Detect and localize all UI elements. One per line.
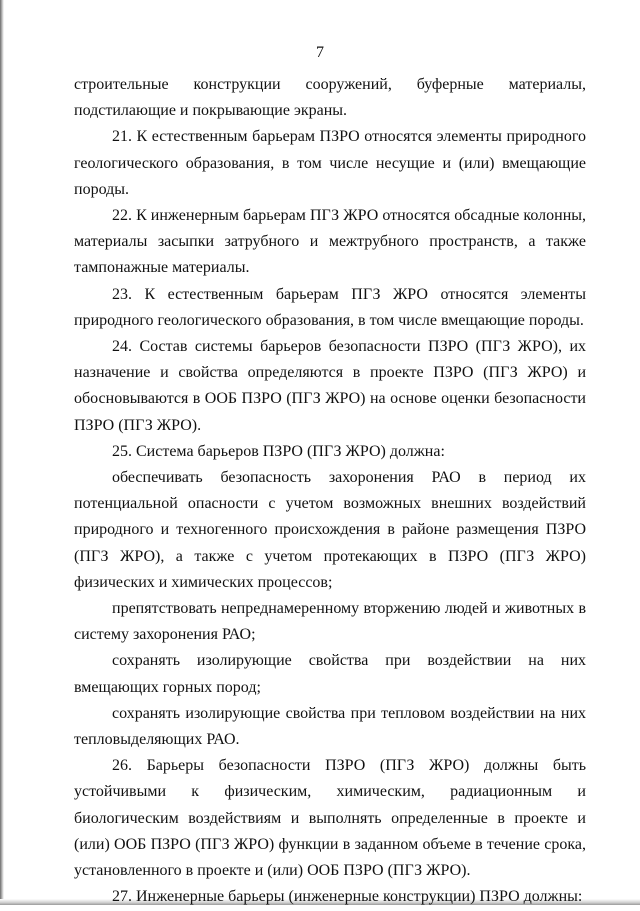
paragraph-continuation: строительные конструкции сооружений, буферные материалы, подстилающие и покрывающие экраны. bbox=[74, 76, 586, 120]
paragraph-24: 24. Состав системы барьеров безопасности ПЗРО (ПГЗ ЖРО), их назначение и свойства определяются в проекте ПЗРО (ПГЗ ЖРО) и обосновываются в ООБ ПЗРО (ПГЗ ЖРО) на основе оценки безопасности ПЗРО (ПГЗ ЖРО). bbox=[74, 338, 586, 434]
paragraph-23: 23. К естественным барьерам ПГЗ ЖРО относятся элементы природного геологического образования, в том числе вмещающие породы. bbox=[74, 285, 586, 329]
paragraph-25: 25. Система барьеров ПЗРО (ПГЗ ЖРО) должна: bbox=[112, 442, 445, 460]
paragraph-25-item-3: сохранять изолирующие свойства при воздействии на них вмещающих горных пород; bbox=[74, 652, 586, 696]
page-number: 7 bbox=[316, 44, 324, 61]
paragraph-21: 21. К естественным барьерам ПЗРО относятся элементы природного геологического образования, в том числе несущие и (или) вмещающие породы. bbox=[74, 128, 586, 198]
paragraph-22: 22. К инженерным барьерам ПГЗ ЖРО относятся обсадные колонны, материалы засыпки затрубного и межтрубного пространств, а также тампонажные материалы. bbox=[74, 207, 586, 277]
paragraph-25-item-2: препятствовать непреднамеренному вторжению людей и животных в систему захоронения РАО; bbox=[74, 600, 586, 644]
document-body bbox=[74, 72, 586, 911]
scan-left-edge-shadow bbox=[0, 0, 4, 905]
paragraph-25-item-4: сохранять изолирующие свойства при тепловом воздействии на них тепловыделяющих РАО. bbox=[74, 704, 586, 749]
paragraph-25-item-1: обеспечивать безопасность захоронения РАО в период их потенциальной опасности с учетом возможных внешних воздействий природного и техногенного происхождения в районе размещения ПЗРО (ПГЗ ЖРО), а также с учетом протекающих в ПЗРО (ПГЗ ЖРО) физических и химических процессов; bbox=[74, 469, 586, 591]
paragraph-26: 26. Барьеры безопасности ПЗРО (ПГЗ ЖРО) должны быть устойчивыми к физическим, химическим, радиационным и биологическим воздействиям и выполнять определенные в проекте и (или) ООБ ПЗРО (ПГЗ ЖРО) функции в заданном объеме в течение срока, установленного в проекте и (или) ООБ ПЗРО (ПГЗ ЖРО). bbox=[74, 757, 586, 880]
paragraph-27: 27. Инженерные барьеры (инженерные конструкции) ПЗРО должны: bbox=[112, 888, 583, 906]
